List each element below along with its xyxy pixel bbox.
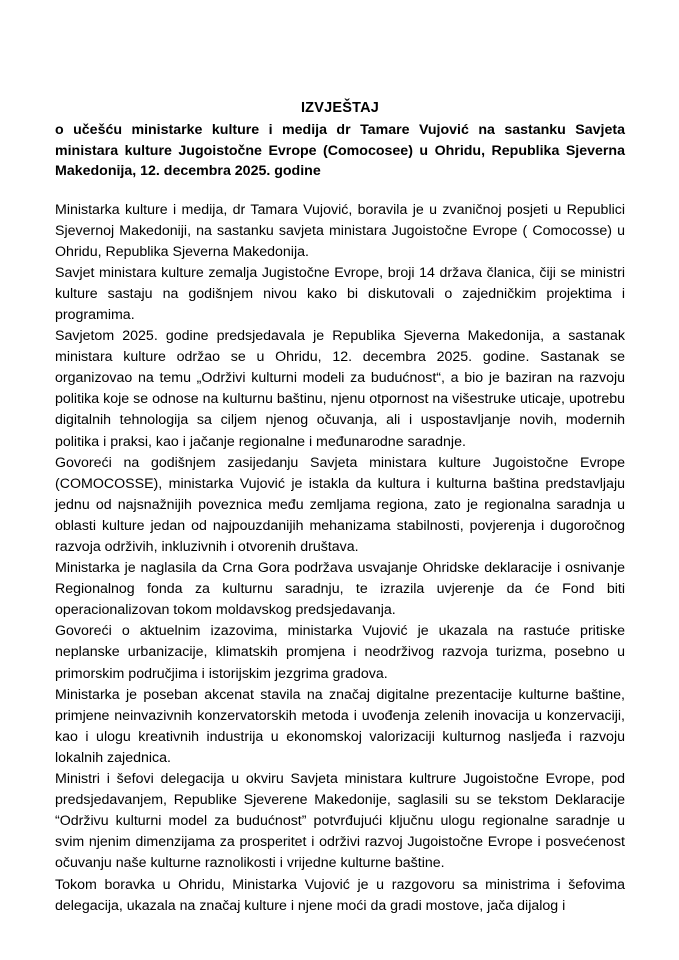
paragraph-9: Tokom boravka u Ohridu, Ministarka Vujović je u razgovoru sa ministrima i šefovima delegacija, ukazala na značaj kulture i njene moći da gradi mostove, jača dijalog i — [55, 876, 625, 914]
paragraph-8: Ministri i šefovi delegacija u okviru Savjeta ministara kultrure Jugoistočne Evrope, pod predsjedavanjem, Republike Sjeverene Makedonije, saglasili su se tekstom Deklaracije “Održivu kulturni model za budućnost” potvrđujući ključnu ulogu regionalne saradnje u svim njenim dimenzijama za prosperitet i održivi razvoj Jugoistočne Evrope i posvećenost očuvanju naše kulturne raznolikosti i vrijedne kulturne baštine. — [55, 771, 625, 872]
paragraph-6: Govoreći o aktuelnim izazovima, ministarka Vujović je ukazala na rastuće pritiske neplanske urbanizacije, klimatskih promjena i neodrživog razvoja turizma, posebno u primorskim područjima i istorijskim jezgrima gradova. — [55, 623, 625, 682]
paragraph-7: Ministarka je poseban akcenat stavila na značaj digitalne prezentacije kulturne baštine, primjene neinvazivnih konzervatorskih metoda i uvođenja zelenih inovacija u konzervaciji, kao i ulogu kreativnih industrija u ekonomskoj valorizaciji kulturnog nasljeđa i razvoju lokalnih zajednica. — [55, 686, 625, 766]
document-content — [55, 98, 625, 917]
document-body — [55, 200, 625, 917]
paragraph-2: Savjet ministara kulture zemalja Jugistočne Evrope, broji 14 država članica, čiji se ministri kulture sastaju na godišnjem nivou kako bi diskutovali o zajedničkim projektima i programima. — [55, 264, 625, 323]
page-title: IZVJEŠTAJ — [300, 100, 380, 116]
paragraph-5: Ministarka je naglasila da Crna Gora podržava usvajanje Ohridske deklaracije i osnivanje Regionalnog fonda za kulturnu saradnju, te izrazila uvjerenje da će Fond biti operacionalizovan tokom moldavskog predsjedavanja. — [55, 560, 625, 619]
document-subtitle: o učešću ministarke kulture i medija dr Tamare Vujović na sastanku Savjeta ministara kulture Jugoistočne Evrope (Comocosee) u Ohridu, Republika Sjeverna Makedonija, 12. decembra 2025. godine — [55, 122, 625, 179]
paragraph-4: Govoreći na godišnjem zasijedanju Savjeta ministara kulture Jugoistočne Evrope (COMOCOSSE), ministarka Vujović je istakla da kultura i kulturna baština predstavljaju jednu od najsnažnijih poveznica među zemljama regiona, zato je regionalna saradnja u oblasti kulture jedan od najpouzdanijih mehanizama stabilnosti, povjerenja i dugoročnog razvoja održivih, inkluzivnih i otvorenih društava. — [55, 454, 625, 555]
paragraph-3: Savjetom 2025. godine predsjedavala je Republika Sjeverna Makedonija, a sastanak ministara kulture održao se u Ohridu, 12. decembra 2025. godine. Sastanak se organizovao na temu „Održivi kulturni modeli za budućnost“, a bio je baziran na razvoju politika koje se odnose na kulturnu baštinu, njenu otpornost na višestruke uticaje, upotrebu digitalnih tehnologija sa ciljem njenog očuvanja, ali i uspostavljanje novih, modernih politika i praksi, kao i jačanje regionalne i međunarodne saradnje. — [55, 328, 625, 450]
paragraph-1: Ministarka kulture i medija, dr Tamara Vujović, boravila je u zvaničnoj posjeti u Republici Sjevernoj Makedoniji, na sastanku savjeta ministara Jugoistočne Evrope ( Comocosse) u Ohridu, Republika Sjeverna Makedonija. — [55, 201, 625, 260]
